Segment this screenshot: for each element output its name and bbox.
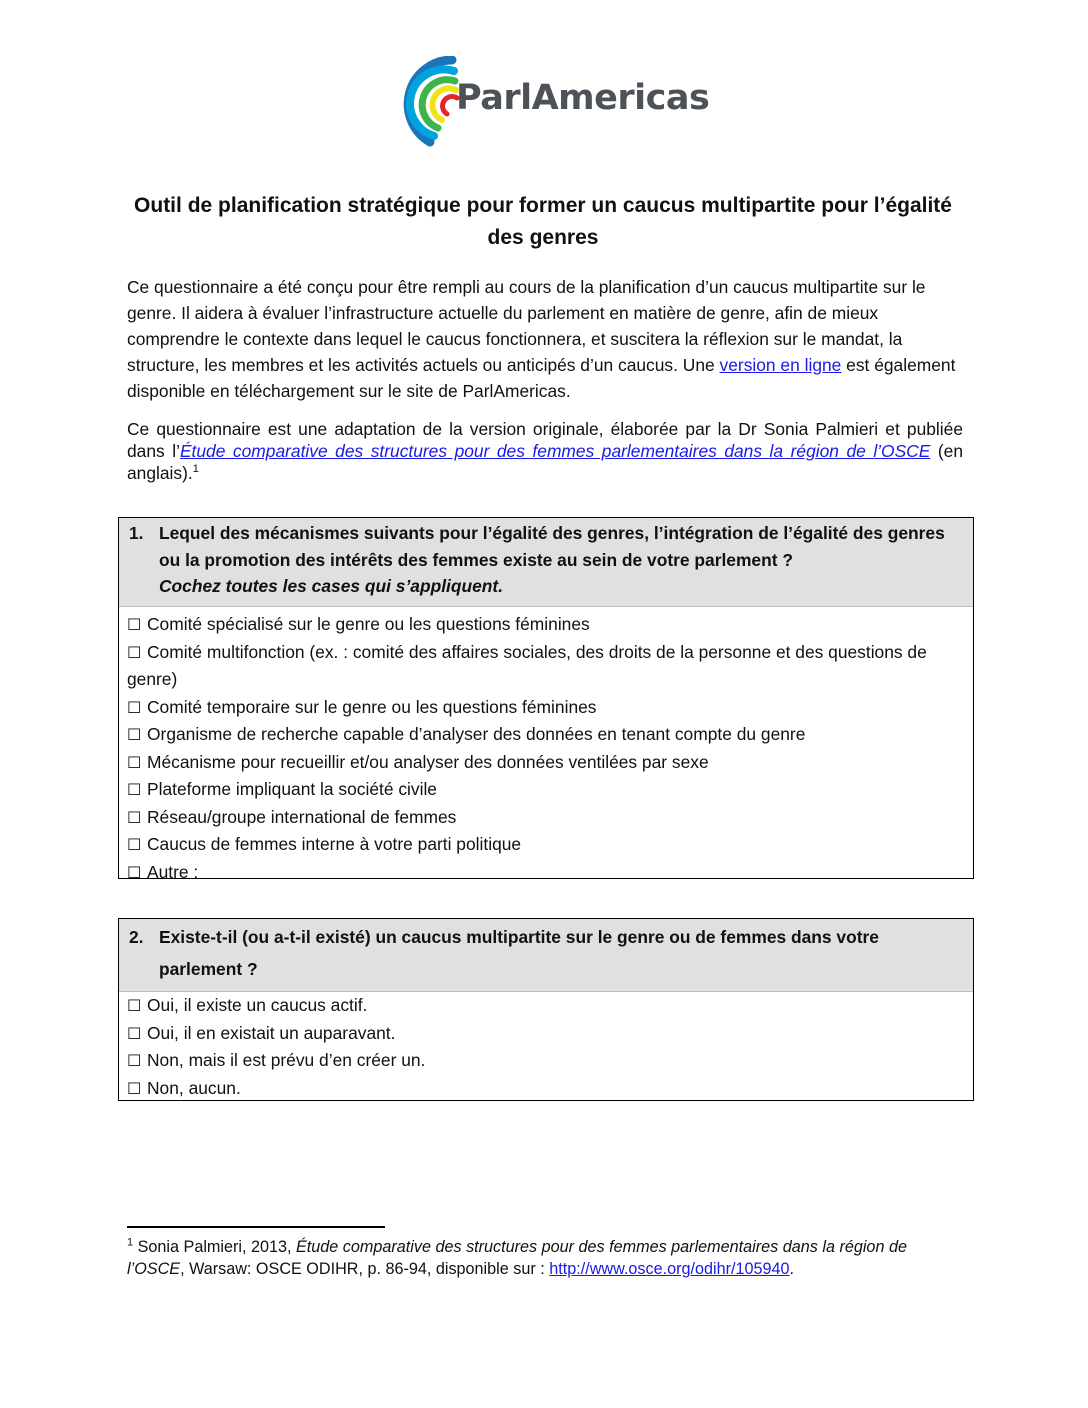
checkbox-icon[interactable]: ☐ [127,752,142,772]
checkbox-icon[interactable]: ☐ [127,1078,142,1098]
intro-text-end: est également disponible en téléchargement sur le site de ParlAmericas. [127,355,956,401]
option-international-network[interactable] [127,804,965,832]
option-label: Comité temporaire sur le genre ou les questions féminines [147,696,597,717]
question-1-number: 1. [129,523,144,543]
intro-paragraph [127,274,963,404]
option-temporary-committee[interactable] [127,694,965,722]
checkbox-icon[interactable]: ☐ [127,807,142,827]
osce-url-link[interactable]: http://www.osce.org/odihr/105940 [549,1260,790,1278]
question-1-header [119,518,973,607]
option-research-body[interactable] [127,721,965,749]
document-title: Outil de planification stratégique pour former un caucus multipartite pour l’égalité des genres [134,194,952,249]
question-1-box [118,517,974,882]
adaptation-text-end: (en anglais). [127,441,963,483]
option-label: Organisme de recherche capable d’analyser des données en tenant compte du genre [147,724,806,744]
option-label: Caucus de femmes interne à votre parti politique [147,834,522,854]
option-other[interactable] [127,859,965,887]
footnote-separator [127,1226,385,1228]
option-civil-society-platform[interactable] [127,776,965,804]
logo-arc-red [443,97,457,114]
footnote-work-title: Étude comparative des structures pour des femmes parlementaires dans la région de l’OSCE [127,1238,907,1278]
question-1-text: Lequel des mécanismes suivants pour l’égalité des genres, l’intégration de l’égalité des genres ou la promotion des intérêts des femmes existe au sein de votre parlement ? [159,523,945,570]
footnote-reference[interactable]: 1 [192,463,199,476]
option-label: Non, mais il est prévu d’en créer un. [147,1050,426,1070]
intro-text: Ce questionnaire a été conçu pour être rempli au cours de la planification d’un caucus multipartite sur le genre. Il aidera à évaluer l’infrastructure actuelle du parlement en matière de genre, afin de mieux comprendre le contexte dans lequel le caucus fonctionnera, et suscitera la réflexion sur le mandat, la structure, les membres et les activités actuels ou anticipés d’un caucus. Une [127,277,926,375]
question-2-number: 2. [129,927,144,947]
online-version-link[interactable]: version en ligne [719,355,842,375]
checkbox-icon[interactable]: ☐ [127,1023,142,1043]
option-specialized-committee[interactable] [127,611,965,639]
question-1-instruction: Cochez toutes les cases qui s’appliquent. [159,576,504,596]
option-party-caucus[interactable] [127,831,965,859]
option-past-caucus[interactable] [127,1020,965,1048]
footnote-author: Sonia Palmieri, 2013, [133,1238,296,1256]
checkbox-icon[interactable]: ☐ [127,642,142,662]
parlamericas-logo [390,56,720,152]
checkbox-icon[interactable]: ☐ [127,697,142,717]
footnote-end: . [789,1260,794,1278]
footnote-publisher: , Warsaw: OSCE ODIHR, p. 86-94, disponible sur : [180,1260,550,1278]
footnote [127,1236,967,1280]
option-label: Non, aucun. [147,1077,241,1098]
adaptation-paragraph [127,418,963,484]
option-multifunction-committee[interactable] [127,639,965,694]
option-label: Réseau/groupe international de femmes [147,806,457,827]
checkbox-icon[interactable]: ☐ [127,725,142,744]
checkbox-icon[interactable]: ☐ [127,996,142,1015]
checkbox-icon[interactable]: ☐ [127,862,142,882]
option-label: Comité multifonction (ex. : comité des affaires sociales, des droits de la personne et des questions de genre) [127,641,927,689]
study-link[interactable]: Étude comparative des structures pour des femmes parlementaires dans la région de l’OSCE [179,441,931,461]
question-2-text: Existe-t-il (ou a-t-il existé) un caucus multipartite sur le genre ou de femmes dans votre parlement ? [159,927,879,979]
footnote-number: 1 [127,1236,134,1249]
option-active-caucus[interactable] [127,992,965,1020]
question-2-box [118,918,974,1101]
option-label: Comité spécialisé sur le genre ou les questions féminines [147,614,590,634]
option-label: Oui, il existe un caucus actif. [147,995,368,1015]
logo-wordmark: ParlAmericas [456,78,710,118]
checkbox-icon[interactable]: ☐ [127,615,142,634]
option-label: Mécanisme pour recueillir et/ou analyser des données ventilées par sexe [147,751,709,772]
option-label: Autre : [147,861,199,882]
option-no-caucus[interactable] [127,1075,965,1103]
question-2-options [119,992,973,1106]
option-label: Oui, il en existait un auparavant. [147,1022,396,1043]
question-1-options [119,607,973,890]
option-label: Plateforme impliquant la société civile [147,779,437,799]
question-2-header [119,919,973,992]
adaptation-text: Ce questionnaire est une adaptation de la version originale, élaborée par la Dr Sonia Palmieri et publiée dans l’ [127,419,963,461]
checkbox-icon[interactable]: ☐ [127,1051,142,1070]
option-planned-caucus[interactable] [127,1047,965,1075]
option-data-mechanism[interactable] [127,749,965,777]
checkbox-icon[interactable]: ☐ [127,780,142,799]
checkbox-icon[interactable]: ☐ [127,835,142,854]
